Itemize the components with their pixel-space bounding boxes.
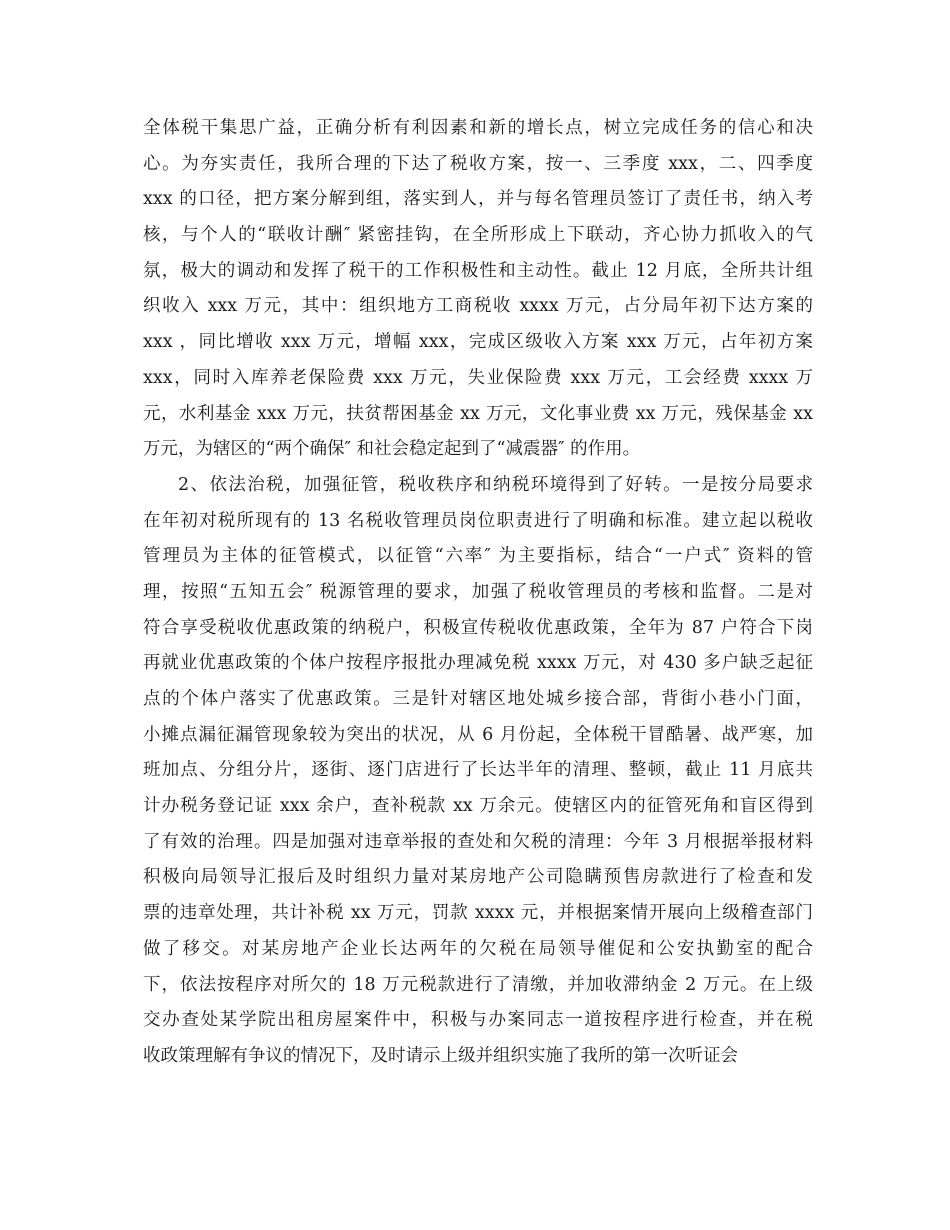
text-line: 积极向局领导汇报后及时组织力量对某房地产公司隐瞒预售房款进行了检查和发: [143, 867, 813, 888]
text-line: 小摊点漏征漏管现象较为突出的状况，从 6 月份起，全体税干冒酷暑、战严寒，加: [143, 724, 813, 745]
text-line: 做了移交。对某房地产企业长达两年的欠税在局领导催促和公安执勤室的配合: [143, 938, 813, 959]
text-line: 理，按照“五知五会″ 税源管理的要求，加强了税收管理员的考核和监督。二是对: [143, 581, 813, 602]
text-line: 核，与个人的“联收计酬″ 紧密挂钩，在全所形成上下联动，齐心协力抓收入的气: [143, 225, 813, 246]
text-line: 氛，极大的调动和发挥了税干的工作积极性和主动性。截止 12 月底，全所共计组: [143, 260, 813, 281]
text-line: xxx，同时入库养老保险费 xxx 万元，失业保险费 xxx 万元，工会经费 xxxx 万: [143, 367, 813, 388]
document-body: [143, 111, 813, 1075]
text-line: 元，水利基金 xxx 万元，扶贫帮困基金 xx 万元，文化事业费 xx 万元，残保基金 xx: [143, 403, 813, 424]
text-line: 收政策理解有争议的情况下，及时请示上级并组织实施了我所的第一次听证会: [143, 1045, 738, 1066]
text-line: 万元，为辖区的“两个确保″ 和社会稳定起到了“减震器″ 的作用。: [143, 439, 641, 460]
paragraph-revenue-summary: [143, 111, 813, 468]
text-line: 心。为夯实责任，我所合理的下达了税收方案，按一、三季度 xxx，二、四季度: [143, 153, 813, 174]
text-line: 2、依法治税，加强征管，税收秩序和纳税环境得到了好转。一是按分局要求: [178, 474, 813, 495]
text-line: 班加点、分组分片，逐街、逐门店进行了长达半年的清理、整顿，截止 11 月底共: [143, 760, 813, 781]
text-line: 全体税干集思广益，正确分析有利因素和新的增长点，树立完成任务的信心和决: [143, 118, 813, 138]
text-line: 织收入 xxx 万元，其中：组织地方工商税收 xxxx 万元，占分局年初下达方案的: [143, 296, 813, 317]
text-line: 交办查处某学院出租房屋案件中，积极与办案同志一道按程序进行检查，并在税: [143, 1010, 813, 1031]
text-line: 再就业优惠政策的个体户按程序报批办理减免税 xxxx 万元，对 430 多户缺乏起征: [143, 653, 813, 674]
text-line: 了有效的治理。四是加强对违章举报的查处和欠税的清理：今年 3 月根据举报材料: [143, 831, 813, 852]
text-line: 票的违章处理，共计补税 xx 万元，罚款 xxxx 元，并根据案情开展向上级稽查部门: [143, 903, 813, 924]
text-line: 下，依法按程序对所欠的 18 万元税款进行了清缴，并加收滞纳金 2 万元。在上级: [143, 974, 813, 995]
text-line: xxx 的口径，把方案分解到组，落实到人，并与每名管理员签订了责任书，纳入考: [143, 189, 813, 210]
text-line: 计办税务登记证 xxx 余户，查补税款 xx 万余元。使辖区内的征管死角和盲区得到: [143, 796, 813, 817]
text-line: xxx ，同比增收 xxx 万元，增幅 xxx，完成区级收入方案 xxx 万元，占年初方案: [143, 332, 813, 353]
text-line: 符合享受税收优惠政策的纳税户，积极宣传税收优惠政策，全年为 87 户符合下岗: [143, 617, 813, 638]
paragraph-tax-administration: [143, 468, 813, 1075]
text-line: 在年初对税所现有的 13 名税收管理员岗位职责进行了明确和标准。建立起以税收: [143, 510, 813, 531]
text-line: 点的个体户落实了优惠政策。三是针对辖区地处城乡接合部，背街小巷小门面，: [143, 689, 813, 709]
text-line: 管理员为主体的征管模式，以征管“六率″ 为主要指标，结合“一户式″ 资料的管: [143, 546, 813, 567]
